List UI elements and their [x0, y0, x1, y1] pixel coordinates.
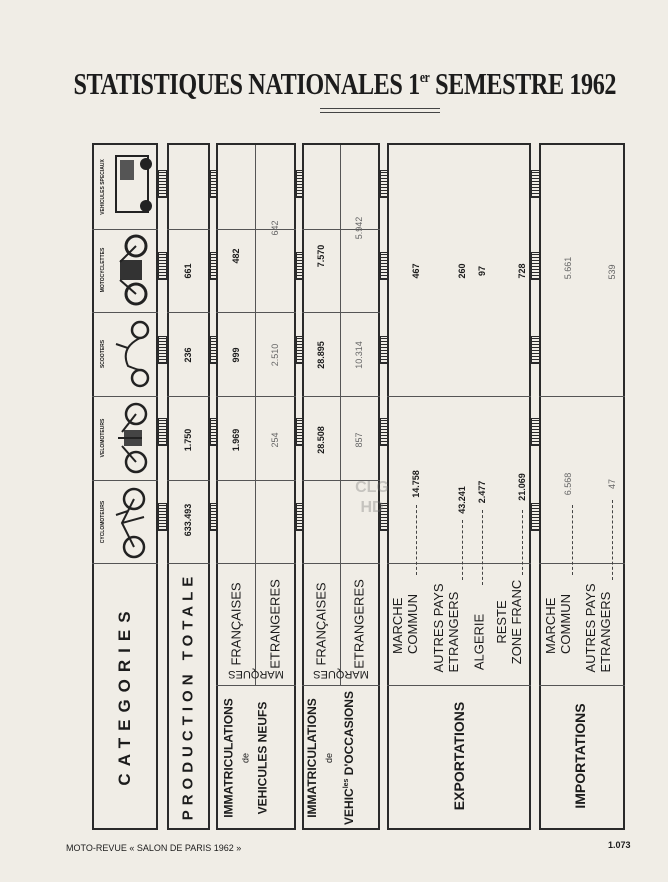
export-moto-value: 260 — [457, 263, 467, 279]
row-divider — [216, 480, 296, 481]
vehicle-label: VELOMOTEURS — [100, 418, 106, 458]
marques-label: MARQUES — [313, 668, 369, 680]
occ-fr-value: 7.570 — [316, 244, 326, 268]
col-divider — [340, 145, 341, 685]
header-divider — [387, 685, 531, 686]
import-label-autres-pays: AUTRES PAYS ETRANGERS — [583, 583, 613, 673]
occ-et-value: 5.942 — [354, 216, 364, 240]
vehicle-separator — [92, 312, 158, 313]
production-header: PRODUCTION TOTALE — [179, 571, 197, 821]
export-label-marche-commun: MARCHE COMMUN — [390, 594, 420, 654]
export-moto-value: 467 — [411, 263, 421, 279]
footer-source: MOTO-REVUE « SALON DE PARIS 1962 » — [66, 843, 242, 853]
header-divider — [302, 685, 380, 686]
export-label-zone-franc: RESTE ZONE FRANC — [494, 579, 524, 665]
leader-line — [572, 505, 573, 575]
row-divider — [216, 396, 296, 397]
vehicle-separator — [92, 229, 158, 230]
neufs-fr-value: 482 — [231, 248, 241, 264]
vehicle-label: SCOOTERS — [100, 339, 106, 369]
export-label-algerie: ALGERIE — [471, 613, 487, 671]
francaises-label: FRANÇAISES — [228, 582, 244, 666]
row-divider — [167, 229, 210, 230]
row-divider — [167, 396, 210, 397]
velomoteur-icon — [108, 402, 156, 474]
immat-occasions-header: IMMATRICULATIONS de $VEHIC^{les}$ D'OCCASIONS — [305, 691, 356, 825]
row-divider — [216, 229, 296, 230]
row-divider — [539, 396, 625, 397]
francaises-label: FRANÇAISES — [313, 582, 329, 666]
importations-header: IMPORTATIONS — [572, 703, 588, 809]
neufs-et-value: 642 — [270, 220, 280, 236]
row-divider — [302, 229, 380, 230]
row-divider — [216, 563, 296, 564]
production-value: 661 — [183, 263, 193, 279]
grip — [158, 170, 167, 198]
row-divider — [387, 396, 531, 397]
export-cyclo-value: 14.758 — [411, 470, 421, 498]
col-divider — [255, 145, 256, 685]
exportations-header: EXPORTATIONS — [451, 701, 467, 811]
vehicle-separator — [92, 480, 158, 481]
row-divider — [387, 563, 531, 564]
neufs-fr-value: 1.969 — [231, 428, 241, 452]
export-label-autres-pays: AUTRES PAYS ETRANGERS — [431, 583, 461, 673]
occ-fr-value: 28.895 — [316, 341, 326, 369]
etrangeres-label: ETRANGERES — [351, 579, 367, 669]
immat-neufs-header: IMMATRICULATIONS de VEHICULES NEUFS — [221, 698, 270, 818]
import-cyclo-value: 6.568 — [563, 472, 573, 496]
production-value: 1.750 — [183, 428, 193, 452]
scooter-icon — [108, 318, 156, 390]
special-vehicle-icon — [108, 150, 156, 222]
categories-header: CATEGORIES — [115, 604, 134, 786]
vehicle-label: CYCLOMOTEURS — [100, 500, 106, 544]
occ-fr-value: 28.508 — [316, 426, 326, 454]
row-divider — [167, 480, 210, 481]
import-label-marche-commun: MARCHE COMMUN — [543, 594, 573, 654]
title-underline-2 — [320, 112, 440, 113]
grip — [158, 418, 167, 446]
row-divider — [302, 396, 380, 397]
page-number: 1.073 — [608, 840, 631, 850]
export-cyclo-value: 21.069 — [517, 473, 527, 501]
grip — [158, 252, 167, 280]
occ-et-value: 857 — [354, 432, 364, 448]
leader-line — [462, 520, 463, 580]
motorcycle-icon — [108, 234, 156, 306]
neufs-et-value: 254 — [270, 432, 280, 448]
leader-line — [482, 510, 483, 585]
production-value: 236 — [183, 347, 193, 363]
vehicle-separator — [92, 396, 158, 397]
title-underline — [320, 108, 440, 109]
grip — [158, 503, 167, 531]
row-divider — [216, 312, 296, 313]
production-value: 633.493 — [183, 503, 193, 537]
etrangeres-label: ETRANGERES — [267, 579, 283, 669]
export-cyclo-value: 43.241 — [457, 486, 467, 514]
header-divider — [216, 685, 296, 686]
row-divider — [302, 563, 380, 564]
page-title: STATISTIQUES NATIONALES 1er SEMESTRE 1962 — [73, 66, 617, 101]
neufs-fr-value: 999 — [231, 347, 241, 363]
row-divider — [302, 312, 380, 313]
export-cyclo-value: 2.477 — [477, 480, 487, 504]
export-moto-value: 97 — [477, 265, 487, 277]
moped-icon — [108, 487, 156, 559]
vehicle-label: VEHICULES SPECIAUX — [100, 159, 106, 215]
vehicle-label: MOTOCYCLETTES — [100, 247, 106, 293]
import-moto-value: 5.661 — [563, 256, 573, 280]
leader-line — [612, 500, 613, 580]
export-moto-value: 728 — [517, 263, 527, 279]
import-cyclo-value: 47 — [607, 478, 617, 490]
occ-et-value: 10.314 — [354, 341, 364, 369]
import-moto-value: 539 — [607, 264, 617, 280]
categories-divider — [92, 563, 158, 564]
neufs-et-value: 2.510 — [270, 343, 280, 367]
header-divider — [539, 685, 625, 686]
grip — [158, 336, 167, 364]
row-divider — [167, 312, 210, 313]
leader-line — [522, 510, 523, 575]
marques-label: MARQUES — [228, 668, 284, 680]
watermark-logo: CLG HD — [355, 479, 389, 516]
leader-line — [416, 505, 417, 575]
row-divider — [167, 563, 210, 564]
